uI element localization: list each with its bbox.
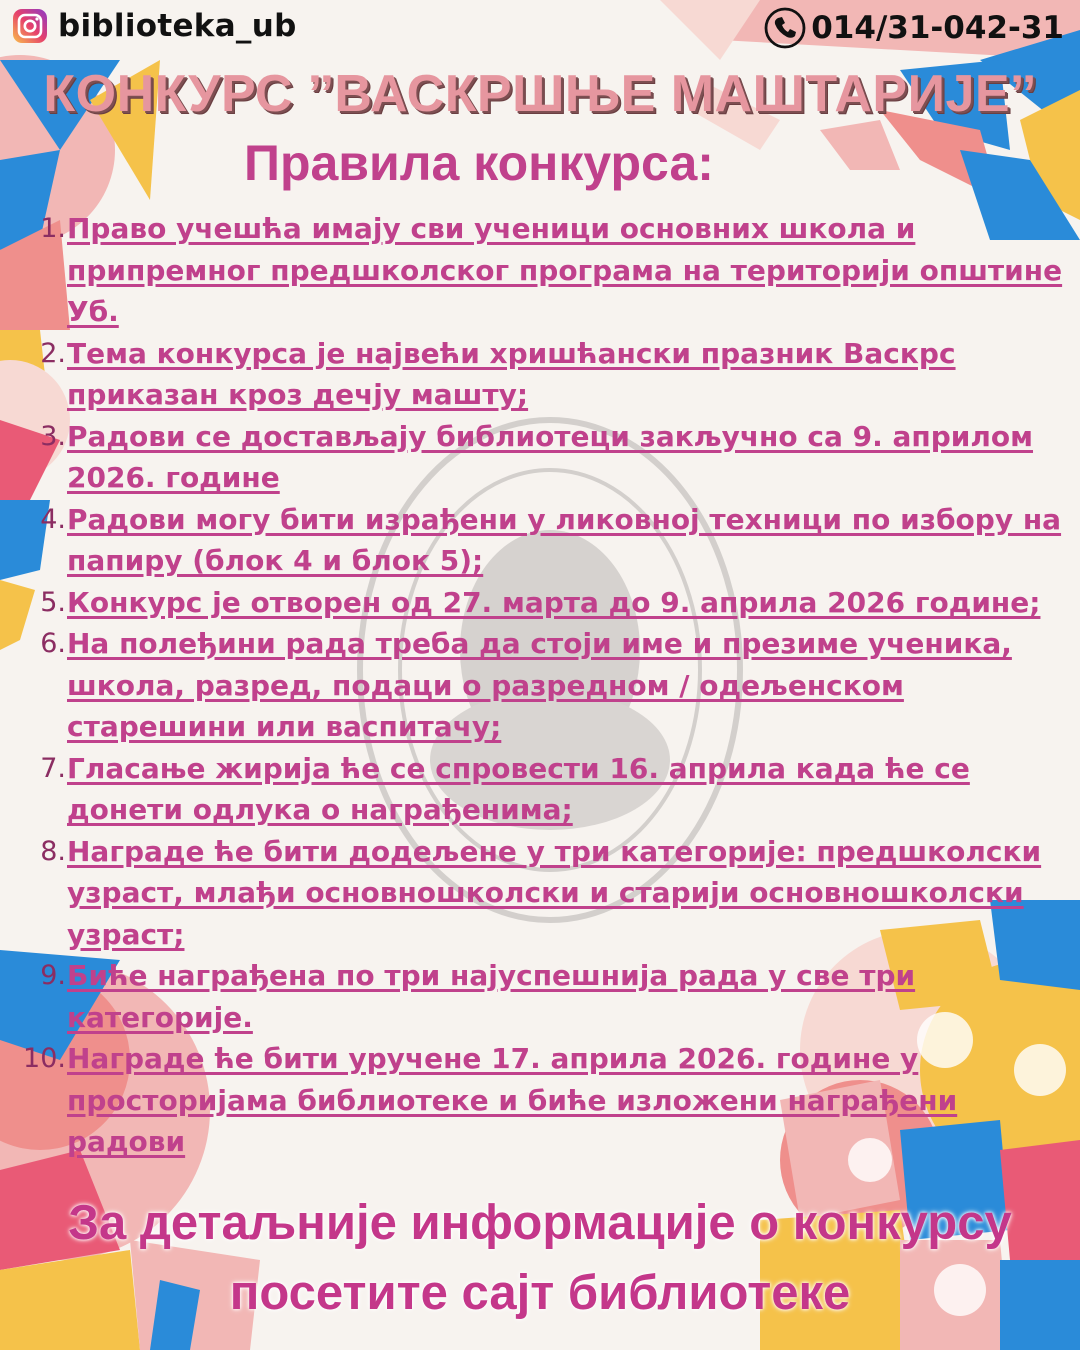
rule-number: 7. [40, 752, 66, 784]
instagram-handle: biblioteka_ub [58, 8, 297, 44]
rule-number: 9. [40, 960, 66, 991]
list-item [0, 499, 1080, 582]
rule-text: Биће награђена по три најуспешнија рада у све три категорије. [67, 959, 916, 1034]
rule-text: Конкурс је отворен од 27. марта до 9. априла 2026 године; [67, 585, 1041, 619]
phone-number: 014/31-042-31 [811, 10, 1064, 46]
list-item [0, 208, 1080, 333]
list-item [0, 416, 1080, 499]
rule-number: 4. [40, 503, 66, 535]
rule-number: 5. [40, 586, 66, 618]
rule-text: Награде ће бити додељене у три категорије: предшколски узраст, млађи основношколски и старији основношколски узраст; [67, 834, 1042, 951]
rules-heading: Правила конкурса: [244, 135, 714, 191]
phone-contact[interactable] [763, 6, 1064, 50]
rule-number: 3. [40, 420, 66, 452]
rule-text: Гласање жирија ће се спровести 16. априла када ће се донети одлука о награђенима; [67, 751, 970, 826]
instagram-contact[interactable] [12, 8, 297, 44]
rule-text: Радови се достављају библиотеци закључно са 9. априлом 2026. године [67, 419, 1034, 494]
phone-icon [763, 6, 807, 50]
list-item [0, 955, 1080, 1038]
rule-number: 10. [23, 1043, 66, 1074]
list-item [0, 623, 1080, 748]
rules-list [0, 208, 1080, 1163]
rule-number: 6. [40, 628, 66, 659]
list-item [0, 333, 1080, 416]
footer-line-1: За детаљније информације о конкурсу [68, 1196, 1012, 1250]
rule-text: Тема конкурса је највећи хришћански празник Васкрс приказан кроз дечју машту; [67, 336, 956, 411]
instagram-icon [12, 8, 48, 44]
rule-text: Радови могу бити израђени у ликовној техници по избору на папиру (блок 4 и блок 5); [67, 502, 1062, 577]
list-item [0, 1038, 1080, 1163]
rule-text: На полеђини рада треба да стоји име и презиме ученика, школа, разред, подаци о разредном / одељенском старешини или васпитачу; [67, 627, 1012, 743]
list-item [0, 748, 1080, 831]
list-item [0, 831, 1080, 956]
rule-number: 2. [40, 337, 66, 369]
rule-text: Награде ће бити уручене 17. априла 2026. године у просторијама библиотеке и биће изложени награђени радови [67, 1042, 958, 1158]
rule-number: 8. [40, 835, 66, 867]
footer-line-2: посетите сајт библиотеке [229, 1266, 851, 1320]
list-item [0, 582, 1080, 624]
footer-call-to-action [0, 1188, 1080, 1328]
rule-text: Право учешћа имају сви ученици основних школа и припремног предшколског програма на територији општине Уб. [67, 212, 1063, 328]
rule-number: 1. [40, 213, 66, 244]
contest-title: КОНКУРС ˮВАСКРШЊЕ МАШТАРИЈЕˮ [43, 65, 1037, 123]
